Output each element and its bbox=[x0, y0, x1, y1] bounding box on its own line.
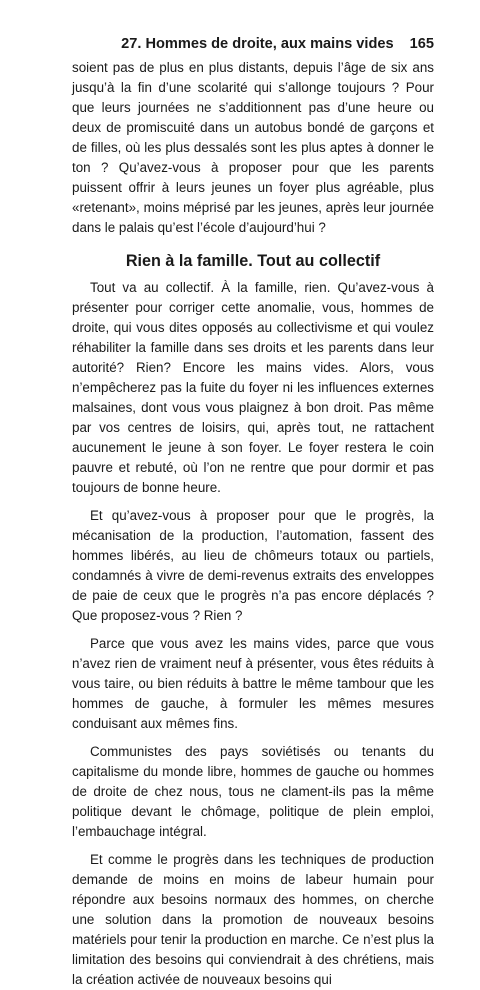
section-heading: Rien à la famille. Tout au collectif bbox=[125, 252, 381, 270]
body-paragraph-5: Et comme le progrès dans les techniques de production demande de moins en moins de labeur humain pour répondre aux besoins normaux des hommes, on cherche une solution dans la promotion de nouveaux besoins matériels pour tenir la production en marche. Ce n’est plus la limitation des besoins qui conviendrait à des chrétiens, mais la création activée de nouveaux besoins qui bbox=[72, 852, 434, 987]
body-paragraph-4: Communistes des pays soviétisés ou tenants du capitalisme du monde libre, hommes de gauche ou hommes de droite de chez nous, tous ne clament-ils pas la même politique devant le chômage, politique de plein emploi, l’embauchage intégral. bbox=[72, 744, 434, 839]
opening-paragraph: soient pas de plus en plus distants, depuis l’âge de six ans jusqu’à la fin d’une scolarité qui s’allonge toujours ? Pour que leurs journées ne s’additionnent pas d’une heure ou deux de promiscuité dans un autobus bondé de garçons et de filles, où les plus dessalés sont les plus aptes à donner le ton ? Qu’avez-vous à proposer pour que les parents puissent offrir à leurs jeunes un foyer plus agréable, plus «retenant», moins méprisé par les jeunes, après leur journée dans le palais qu’est l’école d’aujourd’hui ? bbox=[72, 60, 434, 235]
chapter-title: 27. Hommes de droite, aux mains vides bbox=[121, 36, 394, 52]
page-number: 165 bbox=[409, 36, 434, 52]
running-header bbox=[72, 34, 434, 54]
body-paragraph-2: Et qu’avez-vous à proposer pour que le progrès, la mécanisation de la production, l’automation, fassent des hommes libérés, au lieu de chômeurs totaux ou partiels, condamnés à vivre de demi-revenus extraits des enveloppes de paie de ceux que le progrès n’a pas encore déplacés ? Que proposez-vous ? Rien ? bbox=[72, 508, 434, 623]
body-paragraph-1: Tout va au collectif. À la famille, rien. Qu’avez-vous à présenter pour corriger cette anomalie, vous, hommes de droite, qui vous dites opposés au collectivisme et qui voulez réhabiliter la famille dans ses droits et les parents dans leur autorité? Rien? Encore les mains vides. Alors, vous n’empêcherez pas la fuite du foyer ni les influences externes malsaines, dont vous vous plaignez à bon droit. Pas même par vos centres de loisirs, qui, après tout, ne rattachent aucunement le jeune à son foyer. Le foyer restera le coin pauvre et rebuté, où l’on ne rentre que pour dormir et pas toujours de bonne heure. bbox=[72, 280, 434, 495]
body-paragraph-3: Parce que vous avez les mains vides, parce que vous n’avez rien de vraiment neuf à présenter, vous êtes réduits à vous taire, ou bien réduits à battre le même tambour que les hommes de gauche, à formuler les mêmes mesures conduisant aux mêmes fins. bbox=[72, 636, 434, 731]
